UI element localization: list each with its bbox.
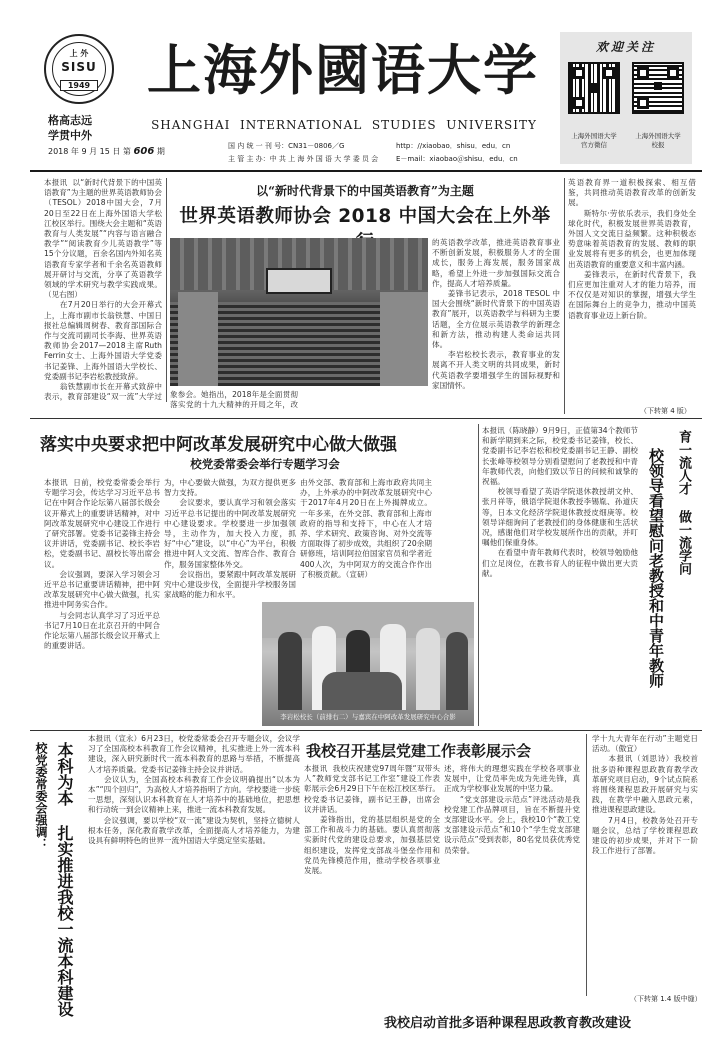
- conference-photo: [170, 238, 428, 386]
- qr-code-newspaper[interactable]: [632, 62, 684, 114]
- section2-headline: 落实中央要求把中阿改革发展研究中心做大做强: [40, 435, 397, 455]
- motto-line-1: 格高志远: [48, 114, 92, 127]
- lead-col-2b: [302, 390, 430, 410]
- section3-bottom-headline: 我校启动首批多语种课程思政教育教改建设: [384, 1016, 632, 1031]
- section3-col-2: 本报讯 我校庆祝建党97周年暨“双带头人”教师党支部书记工作室”建设工作表彰展示会6月29日下午在松江校区举行。校党委书记姜锋，副书记王静，出席会议并讲话。 姜锋指出，党的基层组织是党的全部工作和战斗力的基础。要认真贯彻落实新时代党的建设总要求，加强基层党组织建设，发挥党支部战斗堡垒作用和党员先锋模范作用，推动学校各项事业发展。: [304, 764, 440, 876]
- qr-code-wechat[interactable]: [568, 62, 620, 114]
- lead-col-1: 本报讯 以“新时代背景下的中国英语教育”为主题的世界英语教师协会（TESOL）2018中国大会，7月20日至22日在上海外国语大学松江校区举行。围绕大会主题和“英语教育与人类发展”“内容与语言融合教学”“阅读教育少儿英语教学”等15个分议题，百余名国内外知名英语教育专家学者和千余名英语教师展开研讨与交流，分享了英语教学领域的学术研究与教学实践成果。（见右图） 在7月20日举行的大会开幕式上，上海市副市长翁铁慧、中国日报社总编辑周树春、教育部国际合作与交流司副司长李海、世界英语教师协会2017—2018主席Ruth Ferrin女士、上海外国语大学党委书记姜锋、上海外国语大学校长、党委副书记李岩松教授致辞。 翁铁慧副市长在开幕式致辞中表示，教育部建设“双一流”大学过: [44, 178, 162, 402]
- section2-col-3: 由外交部、教育部和上海市政府共同主办，上外承办的中阿改革发展研究中心于2017年4月20日在上外揭牌成立。一年多来，在外交部、教育部和上海市政府的指导和支持下，中心在人才培养、学术研究、政策咨询、对外交流等方面取得了初步成效，共组织了20余期研修班，培训阿拉伯国家官员和学者近400人次，为中阿双方的交流合作作出了积极贡献。（宣研）: [300, 478, 432, 579]
- issue-number: 606: [133, 146, 155, 157]
- issue-date: [48, 146, 165, 157]
- section3-col-3: 述，将伟大的理想实践在学校各项事业发展中，让党员率先成为先进先锋，真正成为学校事业发展的中坚力量。 “党支部建设示范点”评选活动是我校党建工作品牌项目，旨在不断提升党支部建设水平。会上，我校10个“教工党支部建设示范点”和10个“学生党支部建设示范点”受到表彰，80名党员获优秀党员荣誉。: [444, 764, 580, 855]
- seal-year: 1949: [60, 80, 98, 91]
- issue-suffix: 期: [156, 147, 165, 156]
- group-photo: [262, 602, 474, 726]
- section2-side-vtitle-2: 校领导看望慰问老教授和中青年教师: [647, 448, 665, 688]
- motto-line-2: 学贯中外: [48, 129, 92, 142]
- email: E－mail：xiaobao＠shisu．edu．cn: [396, 155, 518, 163]
- lead-col-4: 英语教育界一道积极探索、相互借鉴，共同推动英语教育改革的创新发展。 斯特尔·劳依乐表示，我们身处全球化时代，积极发展世界英语教育，外国人文交流日益频繁。这种积极态势意味着英语教育的发展、教师的职业发展将有更多的机会，也更加体现出英语教育的重要意义和丰富内涵。 姜锋表示，在新时代背景下，我们应更加注重对人才的能力培养，而不仅仅是对知识的掌握，增强大学生在国际舞台上的竞争力，推动中国英语教育事业迈上新台阶。: [568, 178, 696, 320]
- cn-number: 国 内 统 一 刊 号：CN31－0806／G: [228, 142, 345, 150]
- group-photo-caption: 李岩松校长（前排右二）与嘉宾在中阿改革发展研究中心合影: [280, 713, 456, 721]
- section3-side-body: 学十九大青年在行动”主题党日活动。（傲宜） 本报讯（刘思诗）我校首批多语种课程思政教育教学改革研究项目启动，9个试点院系将围绕课程思政开展研究与实践，在教学中融入思政元素，推进课程思政建设。 7月4日，校教务处召开专题会议，总结了学校课程思政建设的初步成果，并对下一阶段工作进行了部署。: [592, 734, 698, 856]
- section2-col-2: 为，中心要做大做强，为双方提供更多智力支持。 会议要求，要认真学习和领会落实习近平总书记提出的中阿改革发展研究中心建设要求。学校要进一步加强领导，主动作为，加大投入力度，抓好“中心”建设，以“中心”为平台，积极推进中阿人文交流、智库合作、教育合作，服务国家整体外交。 会议指出，要紧跟中阿改革发展研究中心建设步伐，全面提升学校服务国家战略的能力和水平。: [164, 478, 296, 600]
- section3-continue: （下转第 1.4 版中缝）: [630, 995, 702, 1003]
- section3-col-1: 本报讯（宣永）6月23日，校党委常委会召开专题会议，会议学习了全国高校本科教育工作会议精神，扎实推进上外一流本科建设，深入研究新时代一流本科教育的思路与举措，不断提高人才培养质量。党委书记姜锋主持会议并讲话。 会议认为，全国高校本科教育工作会议明确提出“以本为本”“四个回归”，为高校人才培养指明了方向。学校要进一步统一思想，深刻认识本科教育在人才培养中的基础地位，把思想和行动统一到会议精神上来，推进一流本科教育发展。 会议强调，要以学校“双一流”建设为契机，坚持立德树人根本任务，深化教育教学改革，全面提高人才培养能力，为建设具有鲜明特色的世界一流外国语大学奠定坚实基础。: [88, 734, 300, 846]
- newspaper-title-en: SHANGHAI INTERNATIONAL STUDIES UNIVERSITY: [151, 118, 537, 132]
- website: http：//xiaobao．shisu．edu．cn: [396, 142, 511, 150]
- masthead: [0, 0, 724, 172]
- follow-box: [560, 32, 692, 164]
- university-seal: [44, 34, 114, 104]
- section3-vtitle-main: 本科为本 扎实推进我校一流本科建设: [55, 742, 74, 1017]
- section2-side-body: 本报讯（陈晓静）9月9日，正值第34个教师节和新学期到来之际，校党委书记姜锋，校长、党委副书记李岩松和校党委副书记王静、副校长张峰等校领导分别看望慰问了老教授和中青年教师代表，向他们致以节日的问候和诚挚的祝福。 校领导看望了英语学院退休教授胡文仲、张月祥等，俄语学院退休教授李锡胤、孙道庆等，日本文化经济学院退休教授皮细庚等。校领导详细询问了老教授们的身体健康和生活状况，感谢他们对学校发展所作出的贡献，并叮嘱他们保重身体。 在看望中青年教师代表时，校领导勉励他们立足岗位，在教书育人的征程中做出更大贡献。: [482, 426, 638, 578]
- section3-vtitle-sub: 校党委常委会强调：: [34, 742, 48, 850]
- lead-col-2: 象参会。她指出，2018年是全面贯彻落实党的十九大精神的开局之年，改: [170, 390, 298, 410]
- section2-col-1: 本报讯 日前，校党委常委会举行专题学习会，传达学习习近平总书记在中阿合作论坛第八届部长级会议开幕式上的重要讲话精神，对中阿改革发展研究中心建设工作进行了研究部署。党委书记姜锋主持会议并讲话，党委副书记、校长李岩松，党委副书记、副校长等出席会议。 会议强调，要深入学习领会习近平总书记重要讲话精神，把中阿改革发展研究中心做大做强，扎实推进中阿务实合作。 与会同志认真学习了习近平总书记7月10日在北京召开的中阿合作论坛第八届部长级会议开幕式上的重要讲话。: [44, 478, 160, 651]
- newspaper-title: 上海外國语大学: [147, 38, 539, 102]
- seal-top-text: 上 外: [69, 49, 89, 58]
- section2-subhead: 校党委常委会举行专题学习会: [190, 457, 340, 471]
- seal-mid-text: SISU: [61, 60, 97, 74]
- masthead-rule: [30, 170, 702, 172]
- lead-col-3: 的英语教学改革，推进英语教育事业不断创新发展，积极服务人才的全面成长，服务上海发展，服务国家战略，希望上外进一步加强国际交流合作，提高人才培养质量。 姜锋书记表示，2018 TESOL 中国大会围绕“新时代背景下的中国英语教育”展开，以英语教学与科研为主要话题，全方位展示英语教学的新理念和新方法，推动构建人类命运共同体。 李岩松校长表示，教育事业的发展离不开人类文明的共同成果，新时代英语教学要增强学生的国际视野和家国情怀。: [432, 238, 560, 390]
- section2-side-vtitle: 育一流人才 做一流学问: [676, 430, 691, 575]
- lead-continue: （下转第 4 版）: [640, 407, 691, 415]
- qr2-caption: 上海外国语大学 校报: [635, 132, 681, 149]
- lead-headline: 世界英语教师协会 2018 中国大会在上外举: [179, 206, 551, 227]
- qr1-caption: 上海外国语大学 官方微信: [571, 132, 617, 149]
- sponsor: 主 管 主 办：中 共 上 海 外 国 语 大 学 委 员 会: [228, 155, 379, 163]
- lead-kicker: 以“新时代背景下的中国英语教育”为主题: [256, 184, 474, 198]
- section3-headline: 我校召开基层党建工作表彰展示会: [306, 742, 532, 760]
- issue-date-text: 2018 年 9 月 15 日 第: [48, 147, 131, 156]
- follow-title: 欢迎关注: [595, 40, 656, 54]
